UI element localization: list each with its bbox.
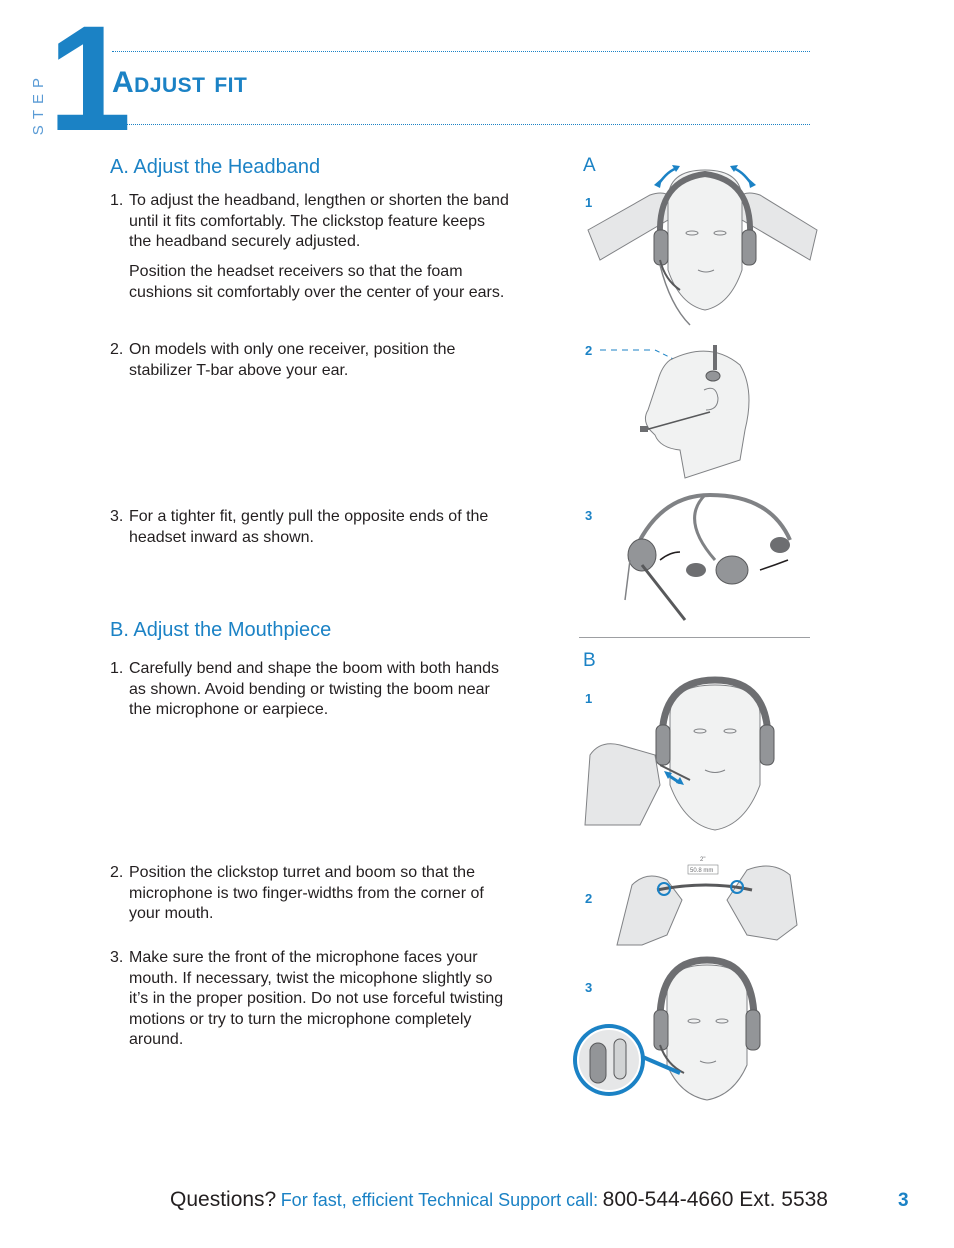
section-b-heading: B. Adjust the Mouthpiece (110, 619, 332, 641)
item-number: 2. (110, 341, 124, 358)
figure-number: 3 (585, 980, 593, 995)
item-text: Carefully bend and shape the boom with both hands as shown. Avoid bending or twisting the boom near the microphone or earpiece. (129, 660, 500, 718)
list-item (110, 507, 510, 548)
list-item (110, 191, 510, 253)
figure-number: 2 (585, 343, 593, 358)
item-text: On models with only one receiver, position the stabilizer T-bar above your ear. (129, 341, 456, 379)
figure-number: 2 (585, 891, 593, 906)
page-number: 3 (898, 1190, 909, 1211)
illustration-a1-head-with-headband (580, 160, 825, 330)
step-label: STEP (30, 72, 47, 136)
list-item (110, 262, 510, 303)
page-title: Adjust fit (112, 66, 248, 99)
item-number: 1. (110, 192, 124, 209)
section-a-heading: A. Adjust the Headband (110, 156, 321, 178)
list-item (110, 659, 510, 721)
figure-label-a: A (583, 155, 596, 176)
footer-support-text: For fast, efficient Technical Support call: (280, 1190, 599, 1210)
item-text: Position the headset receivers so that the foam cushions sit comfortably over the center of your ears. (129, 263, 505, 301)
figure-divider (579, 637, 810, 638)
figure-number: 3 (585, 508, 593, 523)
item-number: 1. (110, 660, 124, 677)
figure-number: 1 (585, 691, 593, 706)
illustration-a2-side-profile (600, 340, 760, 480)
measure-inches: 2" (700, 857, 706, 863)
footer-questions: Questions? (170, 1188, 277, 1211)
illustration-a3-headset-pull (620, 490, 810, 630)
item-text: For a tighter fit, gently pull the opposite ends of the headset inward as shown. (129, 508, 489, 546)
top-dotted-rule (112, 51, 810, 52)
list-item (110, 340, 510, 381)
figure-number: 1 (585, 195, 593, 210)
title-dotted-rule (112, 124, 810, 125)
item-text: Make sure the front of the microphone faces your mouth. If necessary, twist the micophone slightly so it’s in the proper position. Do not use forceful twisting motions or try to turn the microphone completely around. (129, 949, 504, 1048)
item-text: To adjust the headband, lengthen or shorten the band until it fits comfortably. The clickstop feature keeps the headband securely adjusted. (129, 192, 509, 250)
footer (170, 1188, 828, 1212)
item-text: Position the clickstop turret and boom so that the microphone is two finger-widths from the corner of your mouth. (129, 864, 484, 922)
item-number: 3. (110, 508, 124, 525)
figure-label-b: B (583, 650, 596, 671)
illustration-b1-bend-boom (580, 675, 780, 840)
footer-phone: 800-544-4660 Ext. 5538 (602, 1188, 828, 1211)
step-number: 1 (48, 0, 126, 162)
measure-mm: 50.8 mm (690, 868, 714, 874)
illustration-b3-mic-facing (572, 955, 782, 1100)
illustration-b2-measure (612, 855, 802, 950)
list-item (110, 863, 510, 925)
item-number: 3. (110, 949, 124, 966)
item-number: 2. (110, 864, 124, 881)
list-item (110, 948, 510, 1051)
